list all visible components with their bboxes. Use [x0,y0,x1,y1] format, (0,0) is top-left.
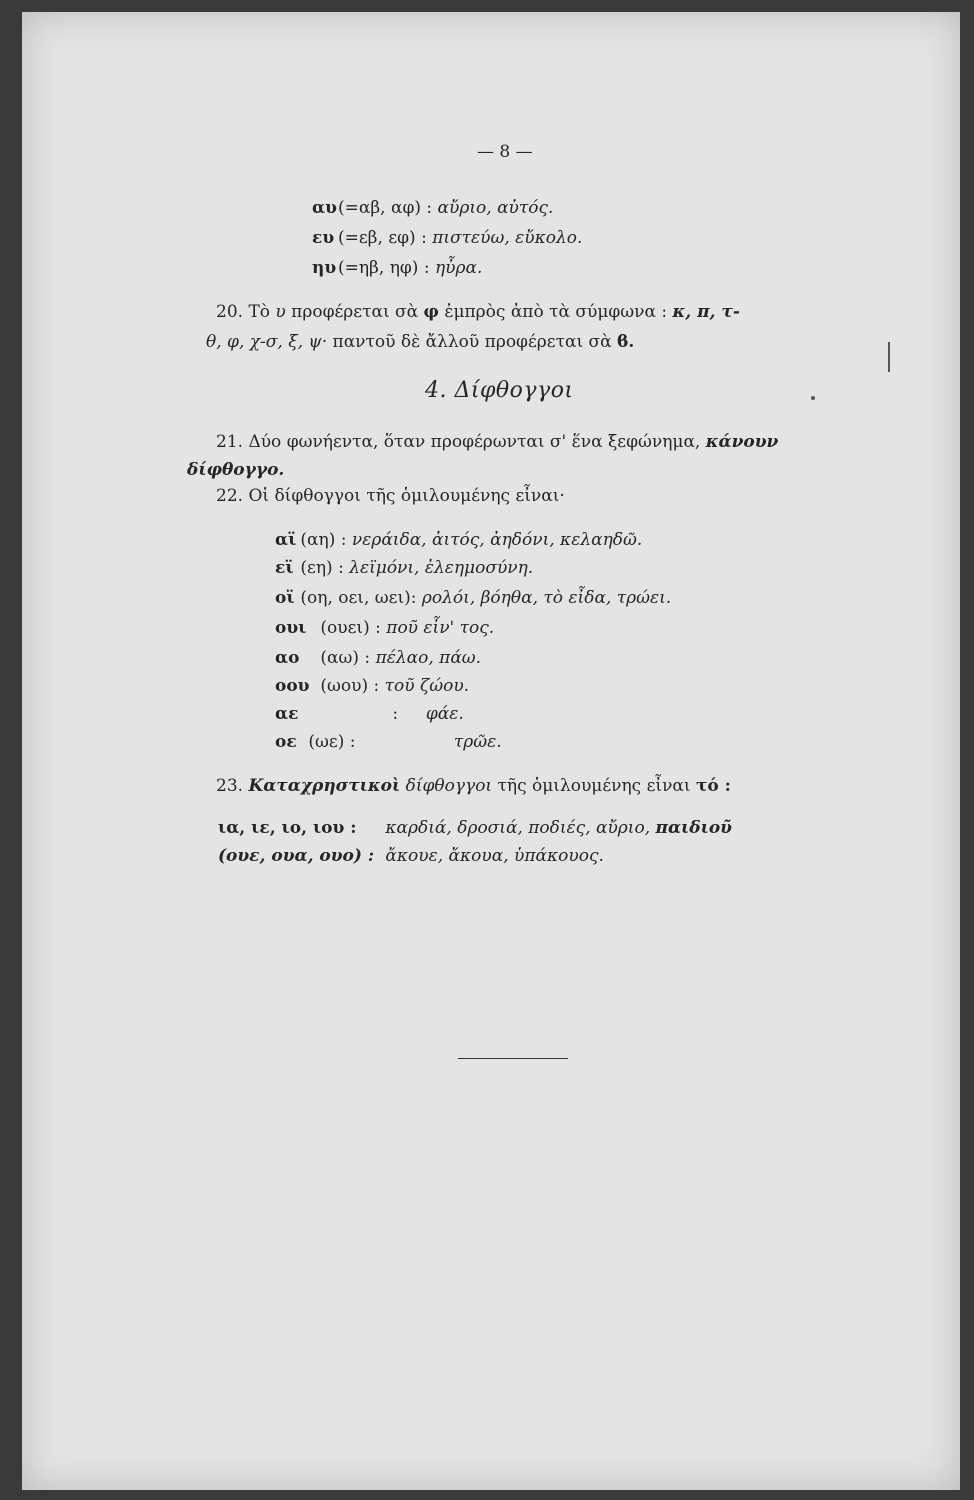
pronunciation: : [392,704,399,724]
diphthong-row [275,618,494,638]
diphthong-label: (ουε, ουα, ουο) : [218,846,375,866]
pronunciation: (=αβ, αφ) : [338,198,433,218]
para20-text: 20. Τὸ [216,302,271,322]
para23-text-end: τό : [695,776,731,796]
diphthong-row-hu [312,258,482,278]
examples: ποῦ εἶν' τος. [386,618,495,638]
examples: αὔριο, αὐτός. [437,198,554,218]
book-page [22,12,960,1490]
para21-text: 21. Δύο φωνήεντα, ὅταν προφέρωνται σ' ἕνα ξεφώνημα, [216,432,701,452]
diphthong-row [275,530,642,550]
horizontal-rule [458,1058,568,1059]
improper-diphthong-row [218,846,604,866]
para21-bold: κάνουν [705,432,779,452]
paragraph-20-line-2 [206,332,634,352]
ink-dot [811,396,815,400]
pronunciation: (εη) : [300,558,344,578]
diphthong-row [275,732,502,752]
diphthong-label: ευ [312,228,335,248]
pronunciation: (ωε) : [308,732,356,752]
paragraph-21-line-1 [216,432,778,452]
diphthong-row [275,704,464,724]
diphthong-row [275,558,533,578]
para20-consonants: θ, φ, χ-σ, ξ, ψ· [206,332,328,352]
examples: ηὖρα. [434,258,483,278]
examples: τοῦ ζώου. [384,676,470,696]
diphthong-label: εϊ [275,558,294,578]
diphthong-label: οϊ [275,588,295,608]
diphthong-label: οου [275,676,310,696]
diphthong-label: ουι [275,618,307,638]
para23-text: τῆς ὁμιλουμένης εἶναι [497,776,691,796]
examples: πέλαο, πάω. [375,648,482,668]
para23-number: 23. [216,776,244,796]
section-heading: 4. Δίφθογγοι [425,378,574,403]
paragraph-23 [216,776,731,796]
pronunciation: (=εβ, εφ) : [338,228,427,248]
examples: καρδιά, δροσιά, ποδιές, αὔριο, [385,818,651,838]
paragraph-21-line-2: δίφθογγο. [187,460,285,480]
examples: πιστεύω, εὔκολο. [432,228,583,248]
examples: φάε. [425,704,464,724]
examples: νεράιδα, ἀιτός, ἀηδόνι, κελαηδῶ. [351,530,643,550]
examples: τρῶε. [453,732,502,752]
pronunciation: (ωου) : [320,676,380,696]
diphthong-row [275,588,671,608]
diphthong-row [275,648,481,668]
pronunciation: (=ηβ, ηφ) : [338,258,430,278]
diphthong-label: αε [275,704,299,724]
diphthong-row [275,676,469,696]
para20-letter-v: υ [275,302,286,322]
para20-consonants: κ, π, τ- [672,302,740,322]
diphthong-label: αϊ [275,530,297,550]
examples-bold: παιδιοῦ [655,818,732,838]
para20-text: παντοῦ δὲ ἄλλοῦ προφέρεται σὰ [332,332,612,352]
para20-letter-b: ϐ. [617,332,635,352]
ink-mark [888,342,890,372]
para23-bold-term: Καταχρηστικοὶ [248,776,401,796]
diphthong-label: αο [275,648,300,668]
examples: ἄκουε, ἄκουα, ὑπάκουος. [385,846,604,866]
diphthong-label: οε [275,732,297,752]
paragraph-20-line-1 [216,302,740,322]
pronunciation: (ουει) : [320,618,381,638]
para20-text: ἐμπρὸς ἀπὸ τὰ σύμφωνα : [444,302,668,322]
para20-text: προφέρεται σὰ [291,302,419,322]
page-number: — 8 — [477,142,533,162]
para20-letter-phi: φ [423,302,439,322]
diphthong-row-eu [312,228,582,248]
improper-diphthong-row [218,818,732,838]
pronunciation: (αη) : [300,530,347,550]
pronunciation: (οη, οει, ωει): [300,588,417,608]
paragraph-22: 22. Οἱ δίφθογγοι τῆς ὁμιλουμένης εἶναι· [216,486,565,506]
para23-italic-term: δίφθογγοι [405,776,493,796]
diphthong-label: ηυ [312,258,337,278]
pronunciation: (αω) : [320,648,371,668]
examples: λεϊμόνι, ἐλεημοσύνη. [349,558,534,578]
diphthong-label: ια, ιε, ιο, ιου : [218,818,357,838]
diphthong-row-au [312,198,553,218]
diphthong-label: αυ [312,198,337,218]
examples: ρολόι, βόηθα, τὸ εἶδα, τρώει. [421,588,672,608]
